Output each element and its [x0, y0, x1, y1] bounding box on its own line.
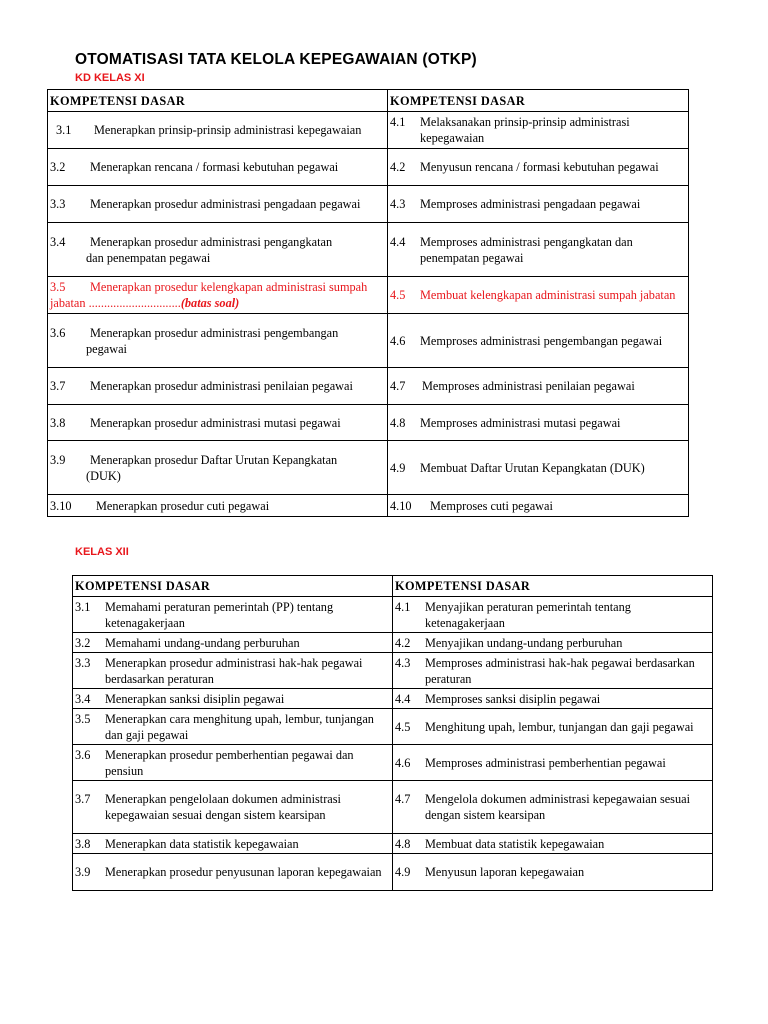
kd-cell-right [393, 653, 713, 689]
table-row-highlighted [48, 277, 689, 314]
kd-number: 4.2 [390, 160, 406, 174]
kd-number: 3.6 [50, 325, 66, 340]
kd-cell-right [388, 441, 689, 495]
kd-number: 3.6 [75, 747, 91, 762]
kd-text: Memproses administrasi penilaian pegawai [422, 379, 635, 393]
table-row [48, 368, 689, 405]
table-header-row [48, 90, 689, 112]
kd-cell-left [73, 633, 393, 653]
table-row [48, 495, 689, 517]
kd-number: 3.4 [50, 234, 66, 249]
kd-cell-left [73, 597, 393, 633]
kd-number: 3.7 [50, 379, 66, 393]
kd-text: Menerapkan prinsip-prinsip administrasi kepegawaian [94, 123, 362, 137]
kd-number: 3.9 [75, 865, 91, 879]
kd-number: 4.6 [395, 755, 411, 770]
kd-text: Menerapkan prosedur pemberhentian pegawai dan pensiun [105, 747, 354, 778]
kd-number: 4.1 [395, 599, 411, 614]
table-row [73, 709, 713, 745]
kd-cell-left [48, 368, 388, 405]
kd-text: Menyajikan undang-undang perburuhan [425, 635, 623, 650]
kd-text: Menerapkan prosedur administrasi mutasi pegawai [90, 415, 341, 430]
kd-text: Menerapkan prosedur penyusunan laporan kepegawaian [105, 865, 382, 879]
kd-text: Membuat data statistik kepegawaian [425, 836, 605, 851]
kd-cell-left [48, 149, 388, 186]
kd-text: Memahami peraturan pemerintah (PP) tentang ketenagakerjaan [105, 599, 334, 630]
kd-cell-right [388, 405, 689, 441]
kd-table-kelas-xii [72, 575, 713, 891]
kd-text: Menyusun rencana / formasi kebutuhan pegawai [420, 160, 659, 174]
kd-number: 3.1 [56, 123, 72, 137]
kd-number: 3.2 [50, 160, 66, 174]
kd-text: Memproses administrasi pemberhentian pegawai [425, 755, 666, 770]
kd-cell-left [73, 709, 393, 745]
kd-cell-left [48, 223, 388, 277]
kd-cell-left [48, 277, 388, 314]
kd-table-kelas-xi [47, 89, 689, 517]
kd-text: Membuat Daftar Urutan Kepangkatan (DUK) [420, 460, 645, 475]
kd-number: 4.3 [395, 655, 411, 670]
table-row [48, 405, 689, 441]
kd-text: Memproses cuti pegawai [430, 498, 553, 513]
kd-cell-left [48, 441, 388, 495]
kd-cell-left [48, 112, 388, 149]
kd-number: 3.5 [75, 711, 91, 726]
kd-number: 3.8 [50, 415, 66, 430]
kd-number: 4.10 [390, 498, 412, 513]
kd-text: Menerapkan rencana / formasi kebutuhan pegawai [90, 160, 339, 174]
kd-text: Memahami undang-undang perburuhan [105, 635, 300, 650]
kd-text: Menerapkan prosedur administrasi penilaian pegawai [90, 379, 353, 393]
kd-text: Memproses administrasi mutasi pegawai [420, 415, 621, 430]
kd-text-continued: dan penempatan pegawai [86, 250, 211, 265]
table-row [48, 149, 689, 186]
column-header: KOMPETENSI DASAR [73, 576, 393, 597]
kd-cell-right [388, 149, 689, 186]
kd-text: Menyusun laporan kepegawaian [425, 865, 585, 879]
kd-number: 3.4 [75, 691, 91, 706]
kd-cell-left [48, 405, 388, 441]
column-header: KOMPETENSI DASAR [388, 90, 689, 112]
table-row [73, 597, 713, 633]
kd-number: 4.9 [390, 460, 406, 475]
kd-text: Menerapkan sanksi disiplin pegawai [105, 691, 285, 706]
kd-cell-right [393, 597, 713, 633]
kd-number: 3.3 [50, 197, 66, 211]
kd-number: 4.9 [395, 865, 411, 879]
table-row [73, 689, 713, 709]
kd-text-continued: pegawai [86, 341, 127, 356]
kd-text: Memproses administrasi pengembangan pegawai [420, 333, 663, 348]
kd-cell-right [388, 368, 689, 405]
kd-cell-right [388, 112, 689, 149]
kd-cell-left [48, 314, 388, 368]
kd-text: Menerapkan prosedur Daftar Urutan Kepangkatan [90, 452, 338, 467]
kd-text: Menerapkan prosedur administrasi pengembangan [90, 325, 339, 340]
kd-text: Menyajikan peraturan pemerintah tentang ketenagakerjaan [425, 599, 631, 630]
kd-cell-right [393, 781, 713, 834]
kd-text: Menerapkan data statistik kepegawaian [105, 836, 299, 851]
table-row [73, 653, 713, 689]
kd-text-continued: (DUK) [86, 468, 121, 483]
table-row [48, 223, 689, 277]
kd-cell-left [48, 495, 388, 517]
kd-number: 3.3 [75, 655, 91, 670]
kd-text: Memproses sanksi disiplin pegawai [425, 691, 601, 706]
kd-cell-right [393, 689, 713, 709]
kd-cell-left [73, 781, 393, 834]
kd-cell-left [73, 854, 393, 891]
column-header: KOMPETENSI DASAR [48, 90, 388, 112]
kd-number: 3.2 [75, 635, 91, 650]
kd-cell-left [73, 834, 393, 854]
kd-number: 4.8 [395, 836, 411, 851]
batas-soal-note: (batas soal) [180, 296, 240, 310]
kd-cell-left [48, 186, 388, 223]
kd-cell-left [73, 689, 393, 709]
table-header-row [73, 576, 713, 597]
section-heading-kelas-xii: KELAS XII [75, 546, 129, 558]
kd-number: 3.1 [75, 599, 91, 614]
kd-number: 4.8 [390, 415, 406, 430]
kd-number: 3.8 [75, 836, 91, 851]
kd-cell-right [388, 223, 689, 277]
kd-cell-right [393, 745, 713, 781]
kd-number: 4.5 [395, 719, 411, 734]
kd-cell-right [393, 854, 713, 891]
table-row [48, 186, 689, 223]
kd-number: 3.7 [75, 792, 91, 806]
kd-text: Menerapkan prosedur administrasi pengangkatan [90, 234, 333, 249]
column-header: KOMPETENSI DASAR [393, 576, 713, 597]
kd-text: Memproses administrasi hak-hak pegawai berdasarkan peraturan [425, 655, 695, 686]
document-title: OTOMATISASI TATA KELOLA KEPEGAWAIAN (OTKP) [75, 51, 477, 68]
table-row [73, 854, 713, 891]
kd-cell-right [393, 709, 713, 745]
table-row [48, 314, 689, 368]
kd-number: 4.5 [390, 288, 406, 302]
kd-cell-right [388, 277, 689, 314]
kd-cell-left [73, 653, 393, 689]
kd-text: Menghitung upah, lembur, tunjangan dan gaji pegawai [425, 719, 694, 734]
table-row [48, 441, 689, 495]
kd-text: Memproses administrasi pengadaan pegawai [420, 197, 641, 211]
section-heading-kelas-xi: KD KELAS XI [75, 72, 145, 84]
kd-number: 4.1 [390, 115, 406, 129]
kd-text: Menerapkan prosedur administrasi pengadaan pegawai [90, 197, 361, 211]
kd-number: 3.9 [50, 452, 66, 467]
kd-number: 3.10 [50, 498, 72, 513]
table-row [73, 745, 713, 781]
table-row [48, 112, 689, 149]
table-row [73, 633, 713, 653]
kd-text: Melaksanakan prinsip-prinsip administrasi kepegawaian [420, 115, 630, 145]
kd-text: Menerapkan pengelolaan dokumen administrasi kepegawaian sesuai dengan sistem kearsipan [105, 792, 341, 822]
table-row [73, 781, 713, 834]
kd-cell-left [73, 745, 393, 781]
kd-number: 4.2 [395, 635, 411, 650]
kd-number: 4.3 [390, 197, 406, 211]
kd-number: 4.4 [390, 234, 406, 249]
kd-number: 4.6 [390, 333, 406, 348]
kd-cell-right [388, 314, 689, 368]
kd-text: Menerapkan cara menghitung upah, lembur, tunjangan dan gaji pegawai [105, 711, 374, 742]
kd-text: Mengelola dokumen administrasi kepegawaian sesuai dengan sistem kearsipan [425, 792, 690, 822]
kd-text: Memproses administrasi pengangkatan dan penempatan pegawai [420, 234, 633, 265]
kd-number: 4.7 [395, 792, 411, 806]
kd-cell-right [388, 186, 689, 223]
kd-text: Menerapkan prosedur administrasi hak-hak pegawai berdasarkan peraturan [105, 655, 363, 686]
kd-number: 4.7 [390, 379, 406, 393]
kd-cell-right [388, 495, 689, 517]
kd-number: 3.5 [50, 280, 66, 294]
kd-number: 4.4 [395, 691, 411, 706]
kd-text: Menerapkan prosedur cuti pegawai [96, 498, 270, 513]
kd-text: Menerapkan prosedur kelengkapan administrasi sumpah jabatan .............................. [50, 280, 368, 310]
kd-cell-right [393, 633, 713, 653]
table-row [73, 834, 713, 854]
kd-text: Membuat kelengkapan administrasi sumpah jabatan [420, 288, 676, 302]
kd-cell-right [393, 834, 713, 854]
